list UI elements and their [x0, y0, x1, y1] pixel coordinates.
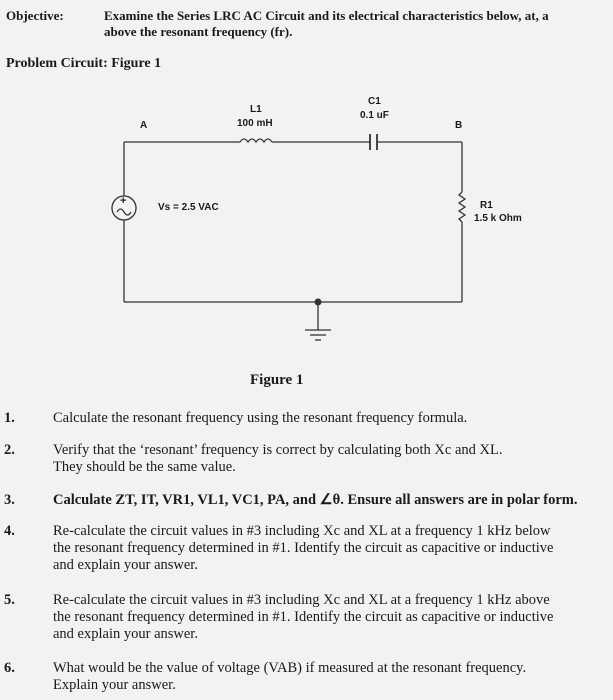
node-a-label: A	[140, 120, 148, 131]
resistor-r1-symbol	[459, 192, 465, 222]
c1-name: C1	[368, 96, 381, 107]
question-text-line-2: They should be the same value.	[53, 459, 236, 475]
question-text: Calculate the resonant frequency using the resonant frequency formula.	[53, 410, 468, 426]
node-b-label: B	[455, 120, 463, 131]
l1-value: 100 mH	[237, 118, 273, 129]
question-number: 3.	[4, 492, 15, 508]
question-text-line-1: Re-calculate the circuit values in #3 including Xc and XL at a frequency 1 kHz below	[53, 523, 551, 539]
problem-title: Problem Circuit: Figure 1	[6, 56, 162, 71]
question-number: 1.	[4, 410, 15, 426]
circuit-diagram	[0, 80, 613, 370]
question-text-line-2: Explain your answer.	[53, 677, 176, 693]
inductor-l1-symbol	[240, 139, 272, 142]
objective-line-1: Examine the Series LRC AC Circuit and its electrical characteristics below, at, a	[104, 8, 549, 23]
question-number: 6.	[4, 660, 15, 676]
ground-node-dot	[315, 299, 322, 306]
question-number: 2.	[4, 442, 15, 458]
r1-value: 1.5 k Ohm	[474, 213, 522, 224]
objective-label: Objective:	[6, 8, 64, 23]
l1-name: L1	[250, 104, 262, 115]
source-voltage-label: Vs = 2.5 VAC	[158, 202, 219, 213]
question-number: 5.	[4, 592, 15, 608]
c1-value: 0.1 uF	[360, 110, 389, 121]
objective-text	[104, 8, 613, 40]
question-text-line-2: the resonant frequency determined in #1. Identify the circuit as capacitive or inductive	[53, 540, 554, 556]
figure-caption: Figure 1	[250, 372, 304, 388]
question-text: Calculate ZT, IT, VR1, VL1, VC1, PA, and ∠θ. Ensure all answers are in polar form.	[53, 492, 578, 508]
r1-name: R1	[480, 200, 493, 211]
source-plus-sign: +	[120, 195, 127, 207]
question-number: 4.	[4, 523, 15, 539]
ac-sine-icon	[117, 209, 131, 215]
question-text-line-2: the resonant frequency determined in #1. Identify the circuit as capacitive or inductive	[53, 609, 554, 625]
question-text-line-3: and explain your answer.	[53, 626, 198, 642]
objective-line-2: above the resonant frequency (fr).	[104, 24, 293, 39]
question-text-line-3: and explain your answer.	[53, 557, 198, 573]
question-text-line-1: What would be the value of voltage (VAB) if measured at the resonant frequency.	[53, 660, 527, 676]
question-text-line-1: Verify that the ‘resonant’ frequency is correct by calculating both Xc and XL.	[53, 442, 503, 458]
question-text-line-1: Re-calculate the circuit values in #3 including Xc and XL at a frequency 1 kHz above	[53, 592, 550, 608]
